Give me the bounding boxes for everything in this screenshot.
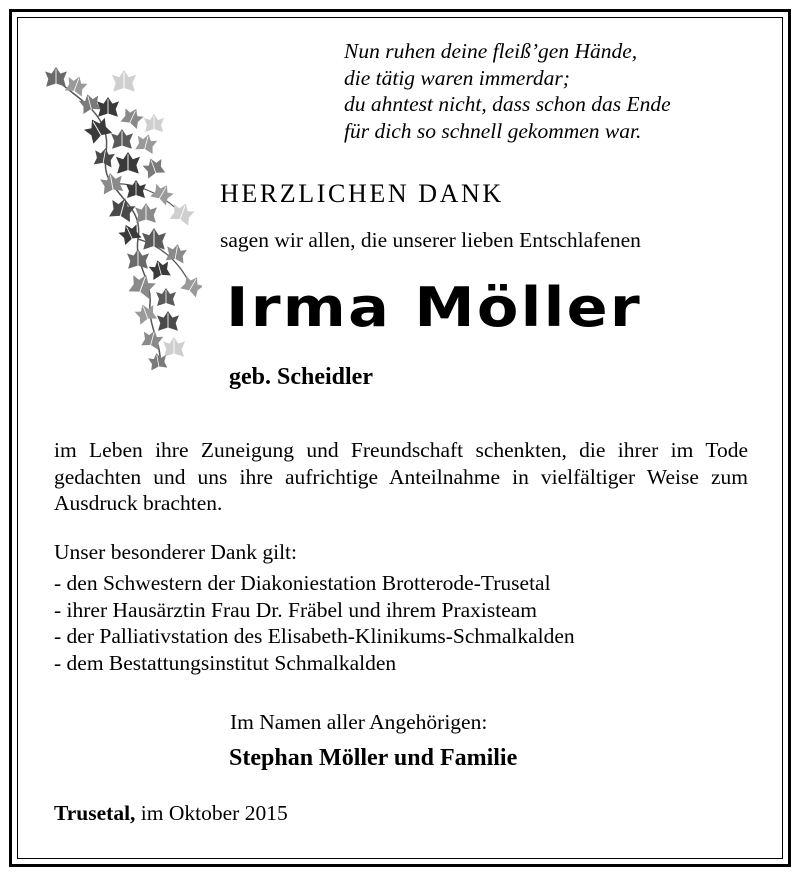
maiden-name: geb. Scheidler: [229, 364, 373, 390]
list-item: - den Schwestern der Diakoniestation Brotterode-Trusetal: [54, 571, 551, 595]
thanks-heading: HERZLICHEN DANK: [220, 179, 504, 208]
poem-line: Nun ruhen deine fleiß’gen Hände,: [344, 39, 638, 63]
poem-line: die tätig waren immerdar;: [344, 65, 570, 90]
place-date-line: [54, 801, 288, 826]
list-item: - ihrer Hausärztin Frau Dr. Fräbel und ihrem Praxisteam: [54, 597, 538, 622]
date-text: im Oktober 2015: [140, 801, 288, 825]
list-item: - dem Bestattungsinstitut Schmalkalden: [54, 650, 397, 675]
poem-line: du ahntest nicht, dass schon das Ende: [344, 92, 671, 116]
special-thanks-intro: Unser besonderer Dank gilt:: [54, 540, 297, 564]
place-name: Trusetal,: [54, 801, 136, 825]
ivy-leaf-cluster: [45, 67, 202, 370]
intro-text: sagen wir allen, die unserer lieben Entschlafenen: [220, 228, 641, 252]
body-paragraph: im Leben ihre Zuneigung und Freundschaft schenkten, die ihrer im Tode gedachten und uns ihre aufrichtige Anteilnahme in vielfältiger Weise zum Ausdruck brachten.: [54, 438, 748, 515]
poem-line: für dich so schnell gekommen war.: [344, 118, 642, 143]
special-thanks-list: [54, 570, 575, 676]
deceased-name: Irma Möller: [226, 276, 642, 339]
poem-verse: [344, 38, 671, 144]
on-behalf-line: Im Namen aller Angehörigen:: [230, 710, 488, 734]
list-item: - der Palliativstation des Elisabeth-Klinikums-Schmalkalden: [54, 624, 575, 648]
signer-names: Stephan Möller und Familie: [229, 745, 518, 771]
ivy-leaves-icon: [42, 64, 202, 370]
